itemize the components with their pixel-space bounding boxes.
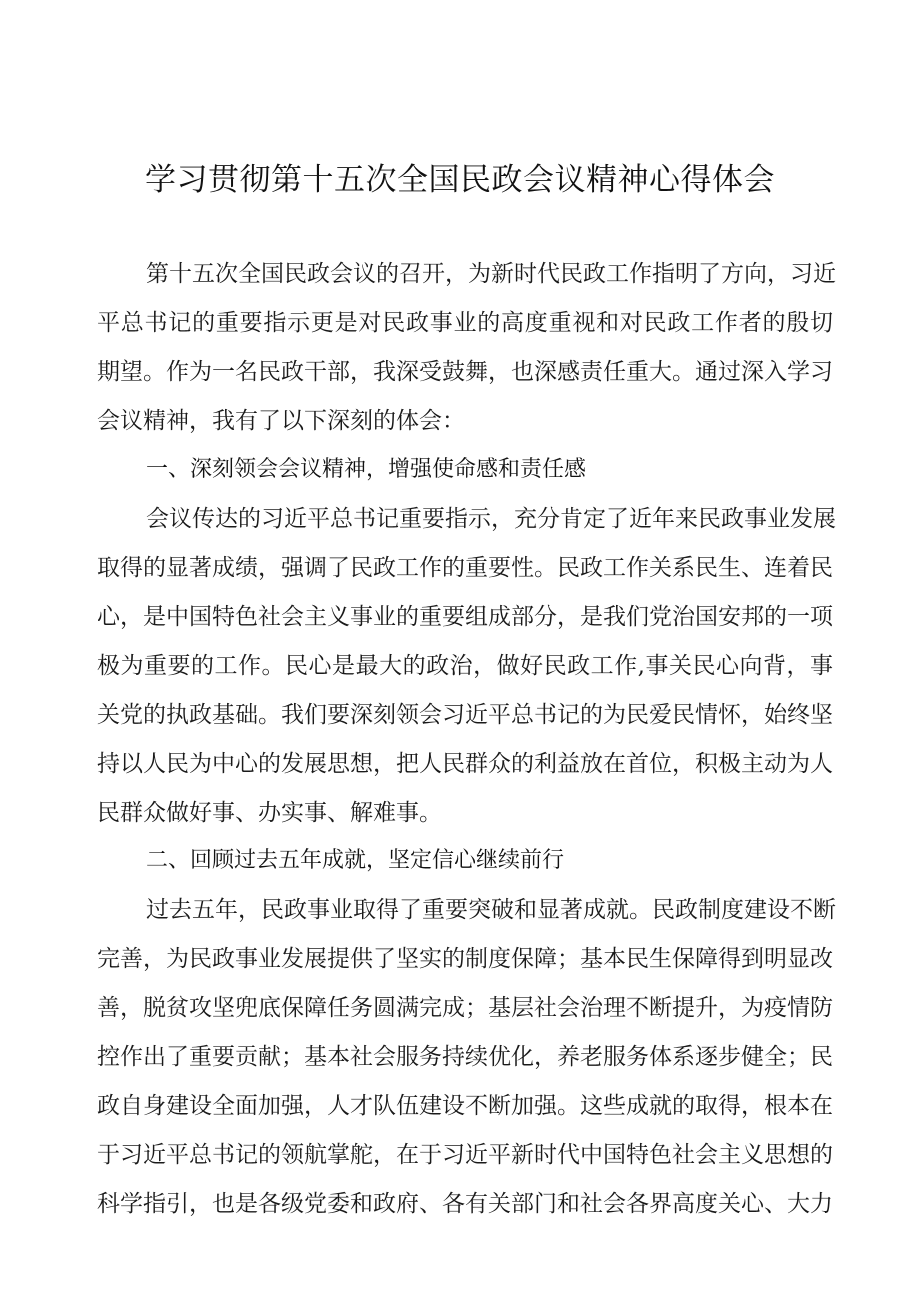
section-2-line: 完善，为民政事业发展提供了坚实的制度保障；基本民生保障得到明显改 <box>97 946 833 972</box>
section-2-line: 善，脱贫攻坚兜底保障任务圆满完成；基层社会治理不断提升，为疫情防 <box>97 995 833 1021</box>
intro-line: 平总书记的重要指示更是对民政事业的高度重视和对民政工作者的殷切 <box>97 310 833 336</box>
section-1-heading: 一、深刻领会会议精神，增强使命感和责任感 <box>146 457 587 482</box>
intro-line: 第十五次全国民政会议的召开，为新时代民政工作指明了方向，习近 <box>146 261 836 287</box>
section-2-line: 于习近平总书记的领航掌舵，在于习近平新时代中国特色社会主义思想的 <box>97 1142 833 1168</box>
section-2-line: 科学指引，也是各级党委和政府、各有关部门和社会各界高度关心、大力 <box>97 1191 833 1217</box>
section-1-line: 持以人民为中心的发展思想，把人民群众的利益放在首位，积极主动为人 <box>97 751 833 777</box>
section-1-line: 关党的执政基础。我们要深刻领会习近平总书记的为民爱民情怀，始终坚 <box>97 702 833 728</box>
section-1-line: 极为重要的工作。民心是最大的政治，做好民政工作,事关民心向背，事 <box>97 653 833 679</box>
intro-line: 期望。作为一名民政干部，我深受鼓舞，也深感责任重大。通过深入学习 <box>97 359 833 385</box>
section-1-line: 会议传达的习近平总书记重要指示，充分肯定了近年来民政事业发展 <box>146 506 836 532</box>
section-2-line: 过去五年，民政事业取得了重要突破和显著成就。民政制度建设不断 <box>146 897 836 923</box>
section-1-line: 取得的显著成绩，强调了民政工作的重要性。民政工作关系民生、连着民 <box>97 555 833 581</box>
section-1-line: 民群众做好事、办实事、解难事。 <box>97 800 442 826</box>
section-2-line: 政自身建设全面加强，人才队伍建设不断加强。这些成就的取得，根本在 <box>97 1093 833 1119</box>
section-1-line: 心，是中国特色社会主义事业的重要组成部分，是我们党治国安邦的一项 <box>97 604 833 630</box>
intro-line: 会议精神，我有了以下深刻的体会： <box>97 408 465 434</box>
document-title: 学习贯彻第十五次全国民政会议精神心得体会 <box>145 162 775 198</box>
section-2-line: 控作出了重要贡献；基本社会服务持续优化，养老服务体系逐步健全；民 <box>97 1044 833 1070</box>
section-2-heading: 二、回顾过去五年成就，坚定信心继续前行 <box>146 848 565 873</box>
